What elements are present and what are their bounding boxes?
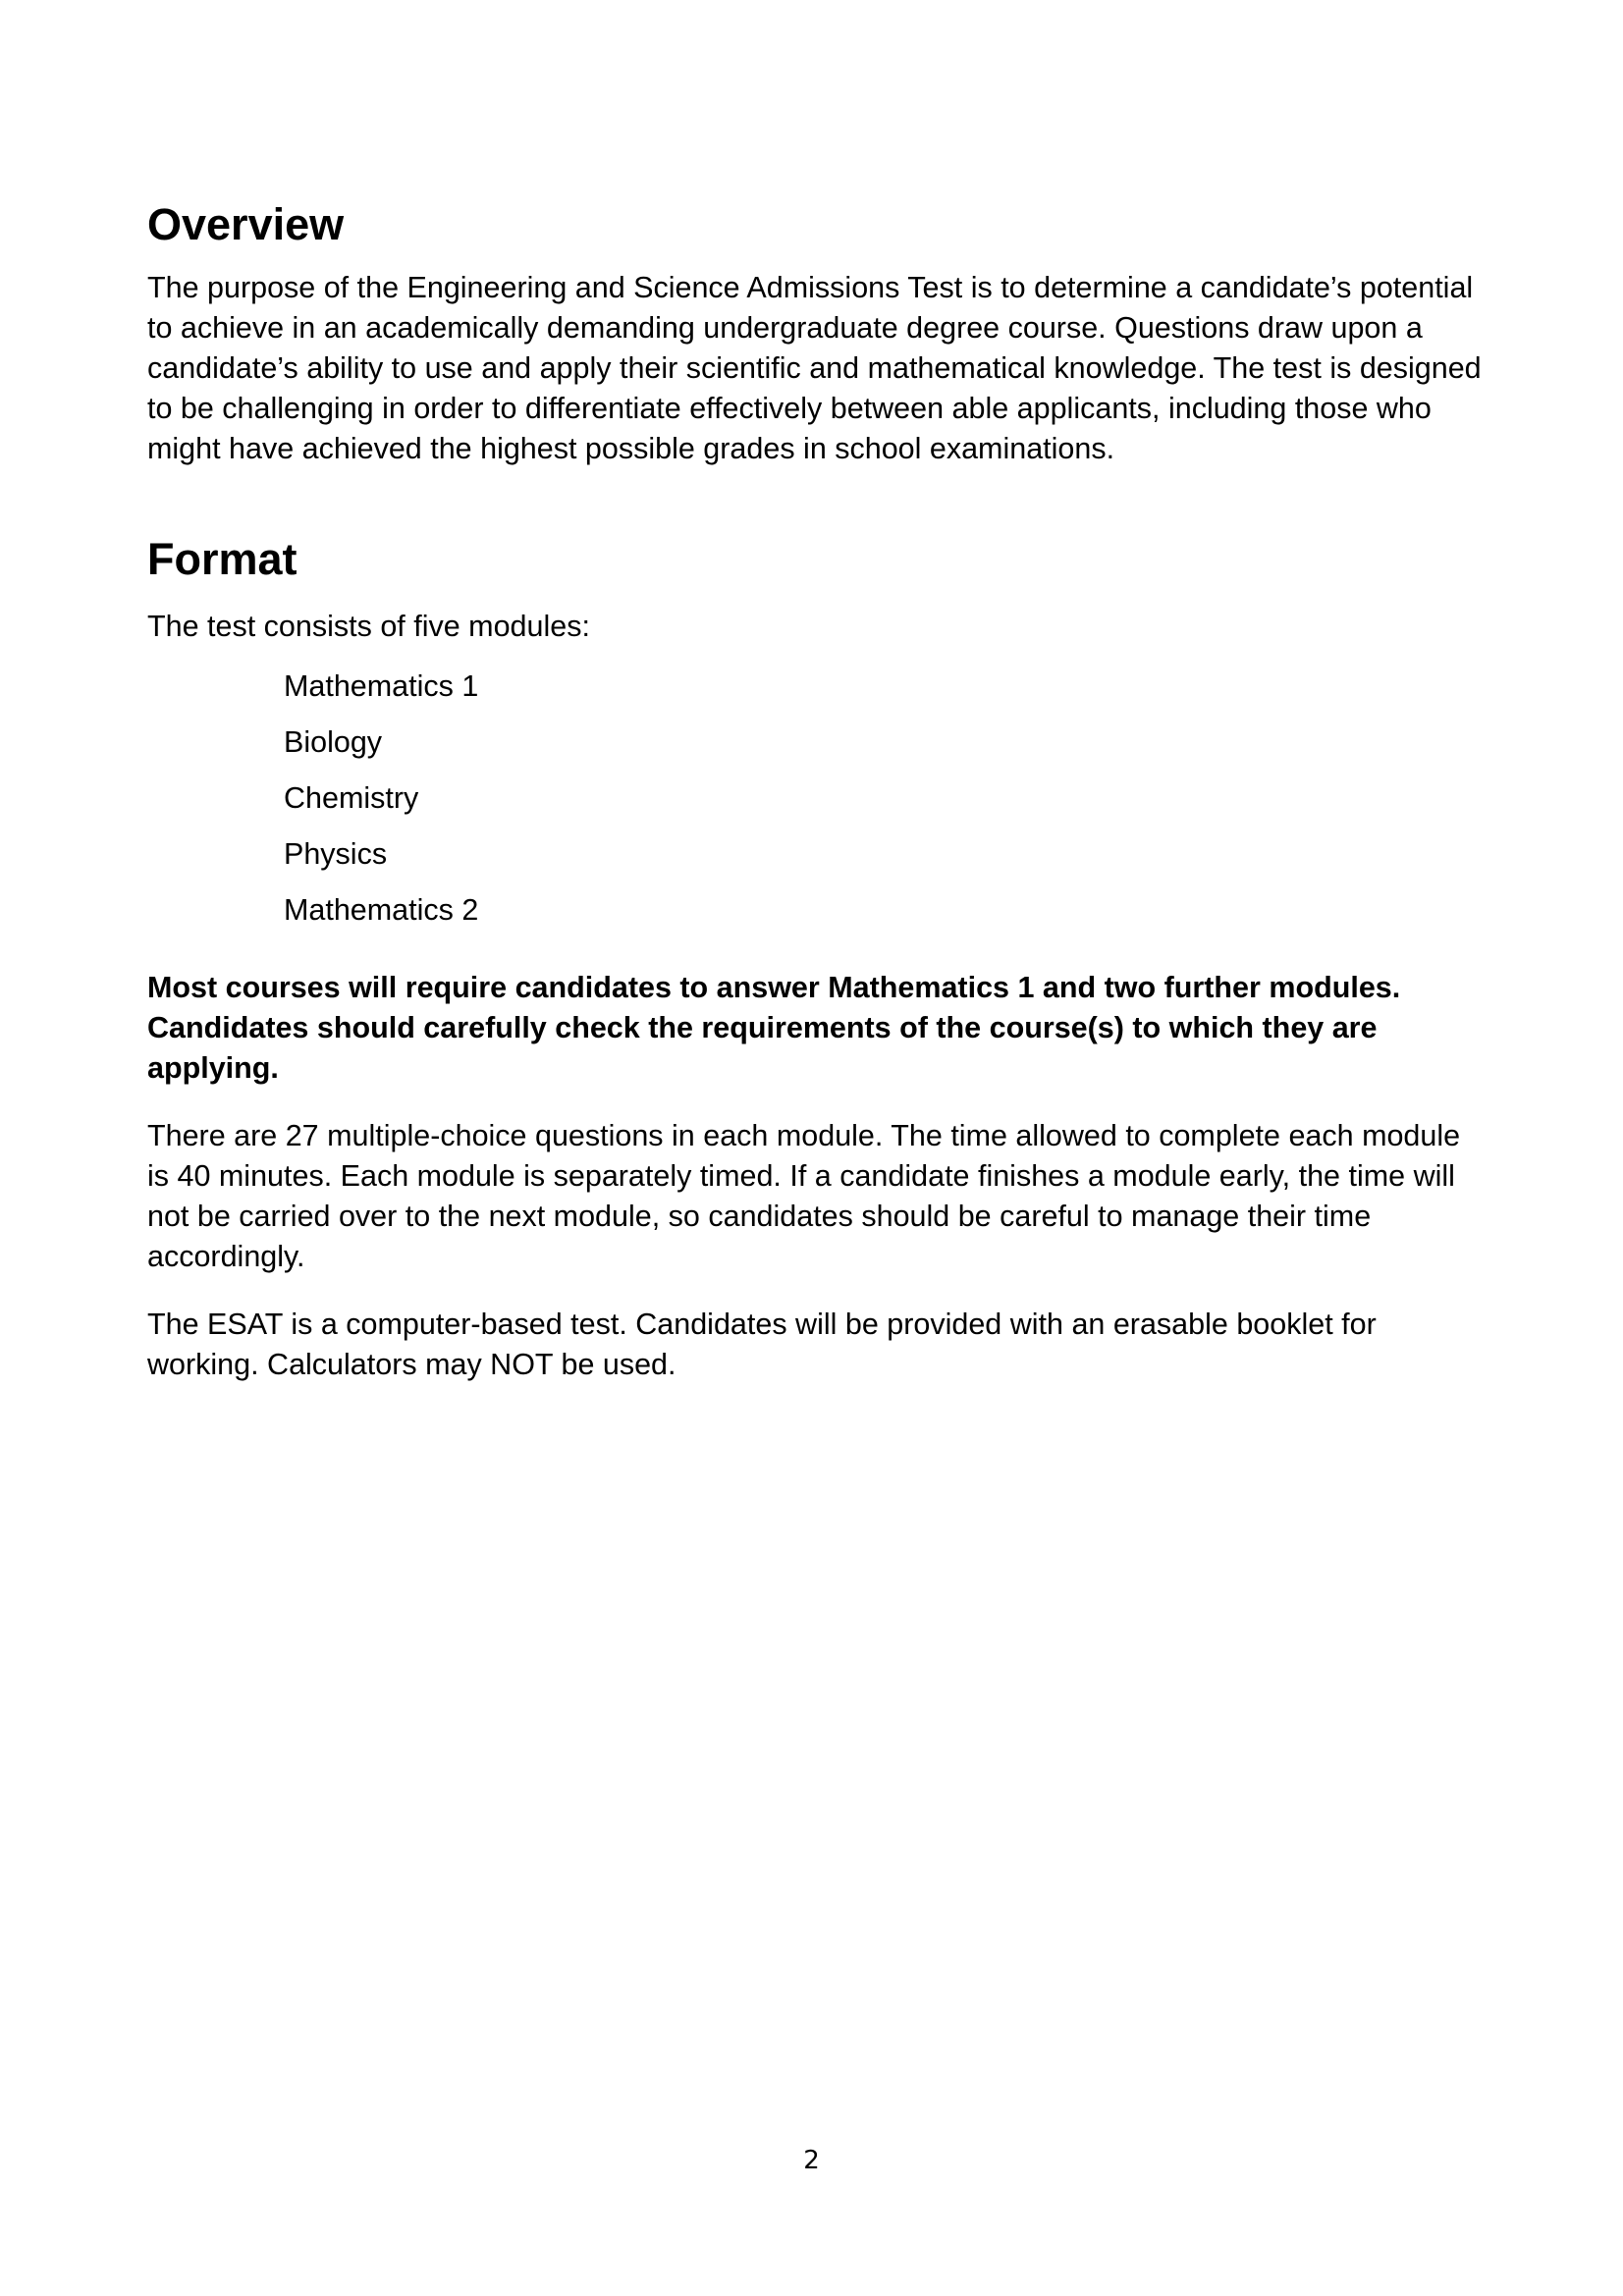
document-page bbox=[147, 191, 1483, 1385]
format-heading: Format bbox=[147, 533, 298, 584]
module-item-physics: Physics bbox=[284, 836, 388, 871]
format-intro-paragraph: The test consists of five modules: bbox=[147, 609, 590, 643]
module-list bbox=[147, 667, 1483, 931]
requirement-note: Most courses will require candidates to answer Mathematics 1 and two further modules. Candidates should carefully check the requirements of the course(s) to which they are applying. bbox=[147, 970, 1401, 1085]
esat-paragraph: The ESAT is a computer-based test. Candidates will be provided with an erasable booklet for working. Calculators may NOT be used. bbox=[147, 1307, 1377, 1381]
module-item-biology: Biology bbox=[284, 724, 383, 759]
timing-paragraph: There are 27 multiple-choice questions in each module. The time allowed to complete each module is 40 minutes. Each module is separately timed. If a candidate finishes a module early, the time will not be carried over to the next module, so candidates should be careful to manage their time accordingly. bbox=[147, 1118, 1461, 1273]
module-item-mathematics-1: Mathematics 1 bbox=[284, 668, 479, 703]
module-item-mathematics-2: Mathematics 2 bbox=[284, 892, 479, 927]
overview-heading: Overview bbox=[147, 199, 345, 249]
page-number: 2 bbox=[803, 2146, 820, 2175]
module-item-chemistry: Chemistry bbox=[284, 780, 419, 815]
overview-paragraph: The purpose of the Engineering and Science Admissions Test is to determine a candidate’s potential to achieve in an academically demanding undergraduate degree course. Questions draw upon a candidate’s ability to use and apply their scientific and mathematical knowledge. The test is designed to be challenging in order to differentiate effectively between able applicants, including those who might have achieved the highest possible grades in school examinations. bbox=[147, 270, 1482, 465]
